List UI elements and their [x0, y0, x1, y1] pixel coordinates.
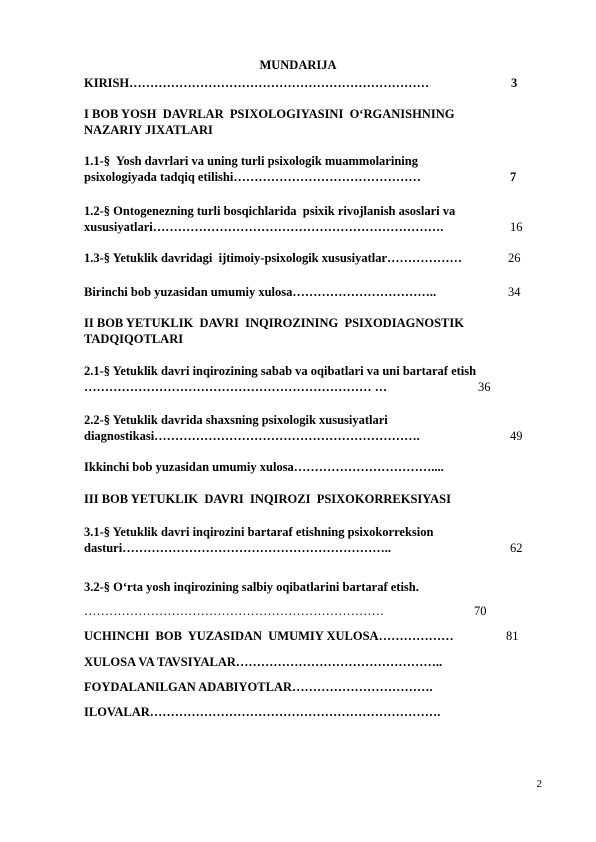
- toc-chapter-2-line1: II BOB YETUKLIK DAVRI INQIROZINING PSIXODIAGNOSTIK: [84, 316, 464, 330]
- toc-section-1-2-line1: 1.2-§ Ontogenezning turli bosqichlarida psixik rivojlanish asoslari va: [84, 204, 456, 218]
- toc-references: FOYDALANILGAN ADABIYOTLAR…………………………….: [84, 680, 433, 694]
- toc-section-1-1-line2: psixologiyada tadqiq etilishi………………………………………: [84, 170, 421, 184]
- toc-summary-2: Ikkinchi bob yuzasidan umumiy xulosa……………………………....: [84, 460, 444, 474]
- toc-chapter-1-line2: NAZARIY JIXATLARI: [84, 123, 213, 137]
- toc-page-1-3: 26: [508, 251, 521, 265]
- toc-section-2-2-line1: 2.2-§ Yetuklik davrida shaxsning psixologik xususiyatlari: [84, 413, 388, 427]
- toc-section-3-2-line1: 3.2-§ O‘rta yosh inqirozining salbiy oqibatlarini bartaraf etish.: [84, 580, 419, 594]
- toc-section-1-1-line1: 1.1-§ Yosh davrlari va uning turli psixologik muammolarining: [84, 154, 418, 168]
- toc-section-1-3: 1.3-§ Yetuklik davridagi ijtimoiy-psixologik xususiyatlar………………: [84, 251, 463, 265]
- toc-section-3-2-line2: ………………………………………………………………: [84, 604, 384, 618]
- toc-page-2-1: 36: [478, 380, 491, 394]
- toc-section-2-1-line2: …………………………………………………………… …: [84, 380, 388, 394]
- page-number: 2: [536, 778, 542, 790]
- toc-chapter-3: III BOB YETUKLIK DAVRI INQIROZI PSIXOKORREKSIYASI: [84, 492, 451, 506]
- page-title: MUNDARIJA: [259, 58, 337, 72]
- toc-entry-kirish: KIRISH………………………………………………………………: [84, 76, 430, 90]
- toc-page-3-1: 62: [510, 541, 523, 555]
- toc-section-3-1-line1: 3.1-§ Yetuklik davri inqirozini bartaraf etishning psixokorreksion: [84, 525, 434, 539]
- toc-page-1-1: 7: [510, 170, 517, 184]
- toc-page-1-2: 16: [510, 220, 523, 234]
- toc-page-3-2: 70: [474, 604, 487, 618]
- toc-page-kirish: 3: [511, 76, 518, 90]
- toc-conclusion: XULOSA VA TAVSIYALAR…………………………………………..: [84, 655, 443, 669]
- toc-summary-1: Birinchi bob yuzasidan umumiy xulosa……………………………..: [84, 285, 437, 299]
- toc-section-1-2-line2: xususiyatlari…………………………………………………………….: [84, 220, 444, 234]
- toc-page-2-2: 49: [510, 429, 523, 443]
- toc-section-2-1-line1: 2.1-§ Yetuklik davri inqirozining sabab va oqibatlari va uni bartaraf etish: [84, 364, 477, 378]
- toc-page-summary-3: 81: [506, 629, 519, 643]
- toc-section-3-1-line2: dasturi………………………………………………………..: [84, 541, 391, 555]
- toc-page-summary-1: 34: [508, 285, 521, 299]
- toc-summary-3: UCHINCHI BOB YUZASIDAN UMUMIY XULOSA………………: [84, 629, 454, 643]
- toc-chapter-1-line1: I BOB YOSH DAVRLAR PSIXOLOGIYASINI O‘RGANISHNING: [84, 107, 455, 121]
- toc-section-2-2-line2: diagnostikasi……………………………………………………….: [84, 429, 420, 443]
- toc-appendices: ILOVALAR…………………………………………………………….: [84, 705, 441, 719]
- toc-chapter-2-line2: TADQIQOTLARI: [84, 332, 184, 346]
